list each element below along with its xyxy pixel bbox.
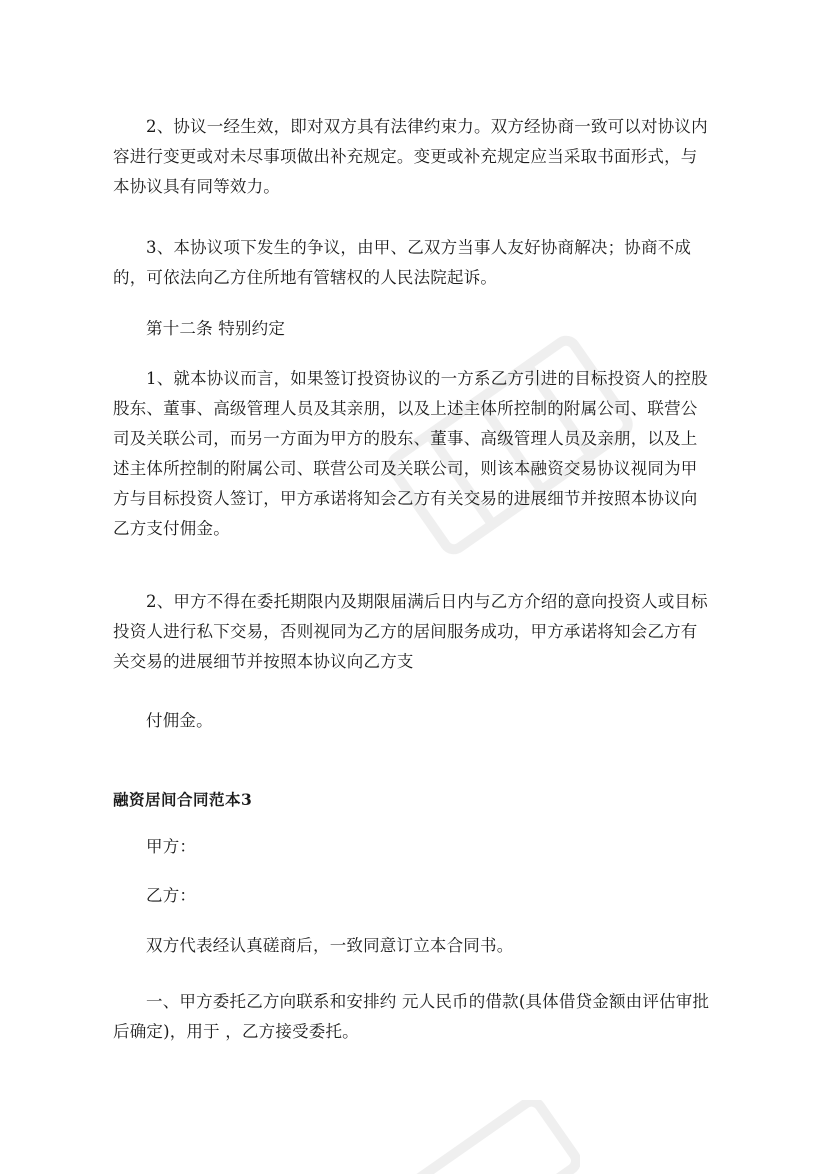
- clause-1: 一、甲方委托乙方向联系和安排约 元人民币的借款(具体借贷金额由评估审批后确定)，用于 ，乙方接受委托。: [113, 992, 710, 1041]
- party-b-label: 乙方：: [146, 886, 197, 905]
- paragraph-3-dispute-resolution: 3、本协议项下发生的争议，由甲、乙双方当事人友好协商解决；协商不成的，可依法向乙方住所地有管辖权的人民法院起诉。: [113, 238, 692, 287]
- paragraph-special-2: 2、甲方不得在委托期限内及期限届满后日内与乙方介绍的意向投资人或目标投资人进行私下交易，否则视同为乙方的居间服务成功，甲方承诺将知会乙方有关交易的进展细节并按照本协议向乙方支: [113, 592, 708, 671]
- party-a-label: 甲方：: [146, 837, 197, 856]
- paragraph-special-2-continued: 付佣金。: [146, 711, 213, 730]
- paragraph-special-1: 1、就本协议而言，如果签订投资协议的一方系乙方引进的目标投资人的控股股东、董事、高级管理人员及其亲朋，以及上述主体所控制的附属公司、联营公司及关联公司，而另一方面为甲方的股东、董事、高级管理人员及亲朋，以及上述主体所控制的附属公司、联营公司及关联公司，则该本融资交易协议视同为甲方与目标投资人签订，甲方承诺将知会乙方有关交易的进展细节并按照本协议向乙方支付佣金。: [113, 369, 708, 538]
- paragraph-2-agreement-effect: 2、协议一经生效，即对双方具有法律约束力。双方经协商一致可以对协议内容进行变更或对未尽事项做出补充规定。变更或补充规定应当采取书面形式，与本协议具有同等效力。: [113, 117, 708, 196]
- article-12-title: 第十二条 特别约定: [146, 319, 286, 338]
- contract-intro: 双方代表经认真磋商后，一致同意订立本合同书。: [146, 936, 514, 955]
- section-heading: 融资居间合同范本3: [113, 790, 253, 809]
- watermark-logo-bottom: [380, 1100, 580, 1174]
